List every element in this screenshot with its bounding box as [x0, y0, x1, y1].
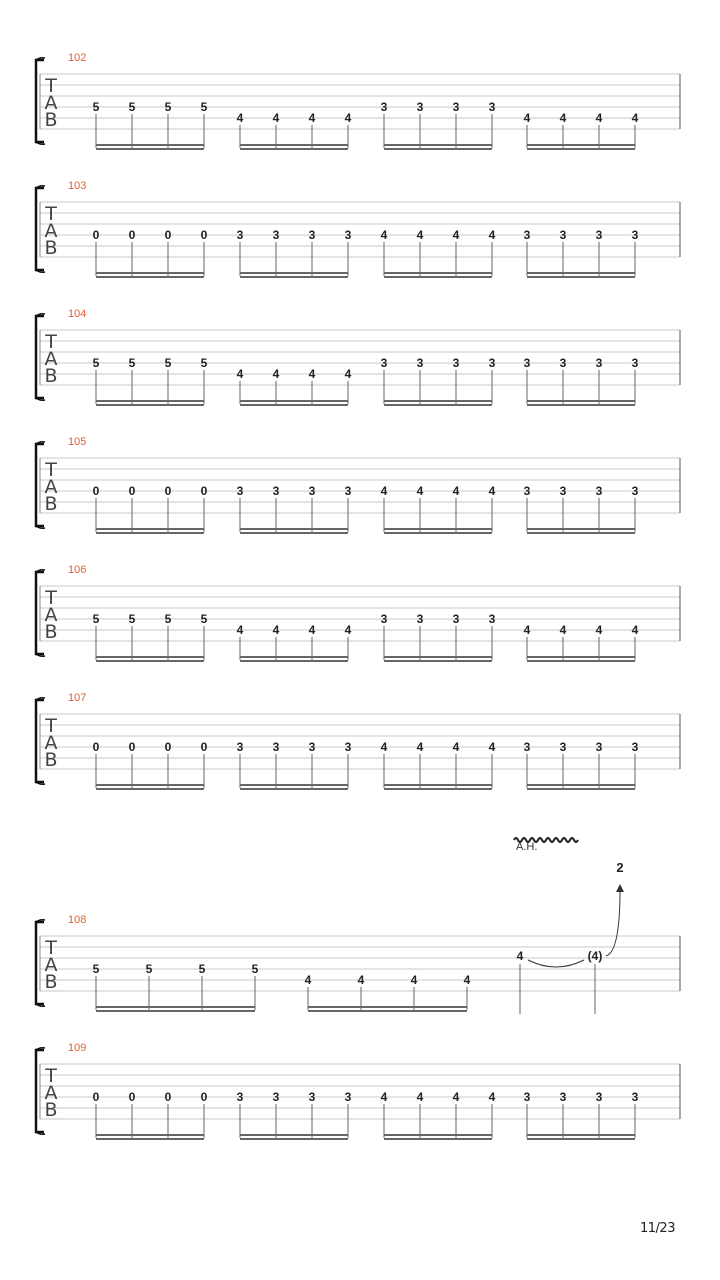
beam [384, 1134, 492, 1136]
clef-letter: A [44, 1082, 58, 1104]
measure-number: 107 [68, 692, 87, 704]
fret-number: 4 [308, 111, 316, 125]
beam [527, 276, 635, 278]
fret-number: 4 [631, 623, 639, 637]
clef-letter: B [44, 237, 58, 259]
beam [384, 788, 492, 790]
fret-number: 4 [380, 740, 388, 754]
fret-number: 3 [452, 356, 460, 370]
tab-system [36, 1042, 680, 1140]
beam [240, 400, 348, 402]
fret-number: 3 [523, 484, 531, 498]
clef-letter: T [45, 75, 57, 97]
clef-letter: T [45, 331, 57, 353]
beam [240, 528, 348, 530]
fret-number: 4 [452, 228, 460, 242]
beam [96, 400, 204, 402]
beam [240, 532, 348, 534]
fret-number: 5 [251, 962, 259, 976]
beam [96, 788, 204, 790]
beam [240, 656, 348, 658]
beam [96, 660, 204, 662]
fret-number: 4 [416, 740, 424, 754]
fret-number: 0 [128, 740, 136, 754]
beam [96, 148, 204, 150]
fret-number: 3 [523, 228, 531, 242]
fret-number: 3 [595, 356, 603, 370]
fret-number: 3 [272, 740, 280, 754]
fret-number: 4 [272, 111, 280, 125]
fret-number: 5 [92, 962, 100, 976]
fret-number: 3 [523, 1090, 531, 1104]
fret-number: 0 [128, 1090, 136, 1104]
harmonic-fret: 4 [516, 949, 524, 963]
fret-number: 4 [488, 228, 496, 242]
fret-number: 3 [416, 612, 424, 626]
beam [240, 1134, 348, 1136]
fret-number: 4 [357, 973, 365, 987]
harmonic-label: A.H. [516, 841, 538, 853]
fret-number: 0 [92, 1090, 100, 1104]
fret-number: 3 [344, 228, 352, 242]
fret-number: 3 [344, 740, 352, 754]
fret-number: 3 [523, 740, 531, 754]
clef-letter: T [45, 715, 57, 737]
fret-number: 4 [463, 973, 471, 987]
measure-number: 104 [68, 308, 87, 320]
fret-number: 0 [200, 228, 208, 242]
fret-number: 3 [236, 740, 244, 754]
fret-number: 4 [272, 623, 280, 637]
clef-letter: B [44, 365, 58, 387]
fret-number: 3 [631, 1090, 639, 1104]
fret-number: 4 [272, 367, 280, 381]
fret-number: 3 [308, 484, 316, 498]
beam [240, 404, 348, 406]
clef-letter: B [44, 749, 58, 771]
fret-number: 3 [523, 356, 531, 370]
beam [240, 784, 348, 786]
fret-number: 5 [92, 356, 100, 370]
tab-system [36, 564, 680, 662]
clef-letter: A [44, 92, 58, 114]
clef-letter: A [44, 954, 58, 976]
fret-number: 4 [523, 623, 531, 637]
fret-number: 3 [344, 1090, 352, 1104]
measure-number: 109 [68, 1042, 87, 1054]
beam [96, 144, 204, 146]
fret-number: 4 [344, 111, 352, 125]
fret-number: 4 [416, 484, 424, 498]
fret-number: 0 [200, 740, 208, 754]
beam [527, 1138, 635, 1140]
fret-number: 3 [308, 1090, 316, 1104]
fret-number: 5 [128, 356, 136, 370]
beam [384, 1138, 492, 1140]
fret-number: 4 [452, 484, 460, 498]
fret-number: 3 [272, 1090, 280, 1104]
beam [384, 532, 492, 534]
fret-number: 4 [416, 228, 424, 242]
fret-number: 3 [308, 740, 316, 754]
beam [527, 404, 635, 406]
beam [384, 528, 492, 530]
beam [384, 784, 492, 786]
clef-letter: B [44, 621, 58, 643]
measure-number: 106 [68, 564, 87, 576]
fret-number: 3 [236, 484, 244, 498]
measure-number: 108 [68, 914, 87, 926]
fret-number: 5 [198, 962, 206, 976]
beam [384, 276, 492, 278]
clef-letter: A [44, 476, 58, 498]
fret-number: 3 [416, 356, 424, 370]
beam [527, 1134, 635, 1136]
beam [240, 148, 348, 150]
beam [96, 784, 204, 786]
beam [384, 660, 492, 662]
fret-number: 4 [380, 1090, 388, 1104]
fret-number: 3 [488, 356, 496, 370]
fret-number: 3 [631, 740, 639, 754]
clef-letter: T [45, 587, 57, 609]
fret-number: 3 [559, 356, 567, 370]
fret-number: 5 [164, 612, 172, 626]
fret-number: 0 [164, 228, 172, 242]
fret-number: 4 [380, 228, 388, 242]
fret-number: 5 [128, 100, 136, 114]
fret-number: 3 [308, 228, 316, 242]
tab-system [36, 436, 680, 534]
fret-number: 0 [200, 1090, 208, 1104]
beam [308, 1010, 467, 1012]
clef-letter: B [44, 1099, 58, 1121]
fret-number: 4 [236, 623, 244, 637]
fret-number: 5 [164, 100, 172, 114]
tab-system [36, 52, 680, 150]
beam [527, 660, 635, 662]
fret-number: 4 [416, 1090, 424, 1104]
fret-number: 5 [164, 356, 172, 370]
fret-number: 3 [631, 228, 639, 242]
fret-number: 3 [272, 228, 280, 242]
clef-letter: T [45, 459, 57, 481]
beam [308, 1006, 467, 1008]
clef-letter: T [45, 937, 57, 959]
fret-number: 5 [200, 356, 208, 370]
beam [527, 400, 635, 402]
fret-number: 0 [200, 484, 208, 498]
beam [384, 656, 492, 658]
clef-letter: B [44, 971, 58, 993]
fret-number: 4 [344, 623, 352, 637]
fret-number: 3 [452, 612, 460, 626]
fret-number: 3 [380, 100, 388, 114]
tab-system [36, 308, 680, 406]
beam [384, 404, 492, 406]
measure-number: 102 [68, 52, 87, 64]
beam [96, 272, 204, 274]
fret-number: 3 [595, 740, 603, 754]
beam [96, 532, 204, 534]
fret-number: 0 [164, 484, 172, 498]
tie-arc [528, 960, 584, 967]
fret-number: 3 [595, 228, 603, 242]
fret-number: 4 [559, 623, 567, 637]
fret-number: 4 [631, 111, 639, 125]
beam [96, 404, 204, 406]
beam [240, 660, 348, 662]
harmonic-fret-tied: (4) [587, 949, 603, 963]
beam [527, 788, 635, 790]
beam [96, 528, 204, 530]
beam [527, 532, 635, 534]
fret-number: 4 [595, 111, 603, 125]
fret-number: 3 [595, 484, 603, 498]
fret-number: 3 [236, 1090, 244, 1104]
clef-letter: T [45, 203, 57, 225]
beam [240, 1138, 348, 1140]
clef-letter: A [44, 604, 58, 626]
fret-number: 4 [344, 367, 352, 381]
fret-number: 5 [128, 612, 136, 626]
fret-number: 5 [92, 612, 100, 626]
fret-number: 4 [308, 623, 316, 637]
clef-letter: A [44, 348, 58, 370]
fret-number: 3 [559, 228, 567, 242]
beam [384, 144, 492, 146]
fret-number: 4 [488, 740, 496, 754]
beam [240, 276, 348, 278]
beam [240, 788, 348, 790]
fret-number: 0 [128, 228, 136, 242]
fret-number: 3 [559, 1090, 567, 1104]
fret-number: 0 [164, 740, 172, 754]
fret-number: 5 [145, 962, 153, 976]
fret-number: 5 [200, 612, 208, 626]
tab-system [36, 692, 680, 790]
fret-number: 3 [236, 228, 244, 242]
fret-number: 0 [128, 484, 136, 498]
bend-target: 2 [616, 860, 624, 875]
tab-system [36, 838, 680, 1014]
fret-number: 0 [92, 740, 100, 754]
fret-number: 4 [380, 484, 388, 498]
fret-number: 3 [380, 356, 388, 370]
beam [527, 272, 635, 274]
fret-number: 3 [452, 100, 460, 114]
beam [384, 148, 492, 150]
fret-number: 4 [559, 111, 567, 125]
clef-letter: B [44, 493, 58, 515]
fret-number: 4 [410, 973, 418, 987]
beam [96, 1006, 255, 1008]
fret-number: 3 [488, 612, 496, 626]
fret-number: 3 [344, 484, 352, 498]
fret-number: 0 [92, 484, 100, 498]
clef-letter: B [44, 109, 58, 131]
fret-number: 4 [595, 623, 603, 637]
fret-number: 4 [236, 367, 244, 381]
fret-number: 3 [559, 740, 567, 754]
fret-number: 3 [559, 484, 567, 498]
clef-letter: A [44, 220, 58, 242]
fret-number: 3 [488, 100, 496, 114]
beam [527, 144, 635, 146]
beam [240, 144, 348, 146]
beam [96, 276, 204, 278]
beam [384, 272, 492, 274]
beam [527, 784, 635, 786]
beam [527, 656, 635, 658]
fret-number: 4 [488, 484, 496, 498]
fret-number: 5 [92, 100, 100, 114]
measure-number: 103 [68, 180, 87, 192]
fret-number: 4 [304, 973, 312, 987]
bend-curve [606, 890, 620, 956]
fret-number: 3 [631, 356, 639, 370]
beam [96, 656, 204, 658]
fret-number: 4 [452, 740, 460, 754]
beam [96, 1010, 255, 1012]
beam [527, 148, 635, 150]
fret-number: 3 [272, 484, 280, 498]
beam [96, 1138, 204, 1140]
fret-number: 0 [164, 1090, 172, 1104]
bend-arrowhead [616, 884, 624, 892]
beam [384, 400, 492, 402]
fret-number: 0 [92, 228, 100, 242]
beam [527, 528, 635, 530]
measure-number: 105 [68, 436, 87, 448]
fret-number: 3 [380, 612, 388, 626]
clef-letter: T [45, 1065, 57, 1087]
fret-number: 4 [488, 1090, 496, 1104]
fret-number: 4 [452, 1090, 460, 1104]
fret-number: 4 [308, 367, 316, 381]
beam [240, 272, 348, 274]
fret-number: 4 [236, 111, 244, 125]
fret-number: 3 [416, 100, 424, 114]
tab-system [36, 180, 680, 278]
fret-number: 3 [631, 484, 639, 498]
fret-number: 4 [523, 111, 531, 125]
clef-letter: A [44, 732, 58, 754]
page-number: 11/23 [640, 1221, 675, 1236]
beam [96, 1134, 204, 1136]
fret-number: 3 [595, 1090, 603, 1104]
fret-number: 5 [200, 100, 208, 114]
